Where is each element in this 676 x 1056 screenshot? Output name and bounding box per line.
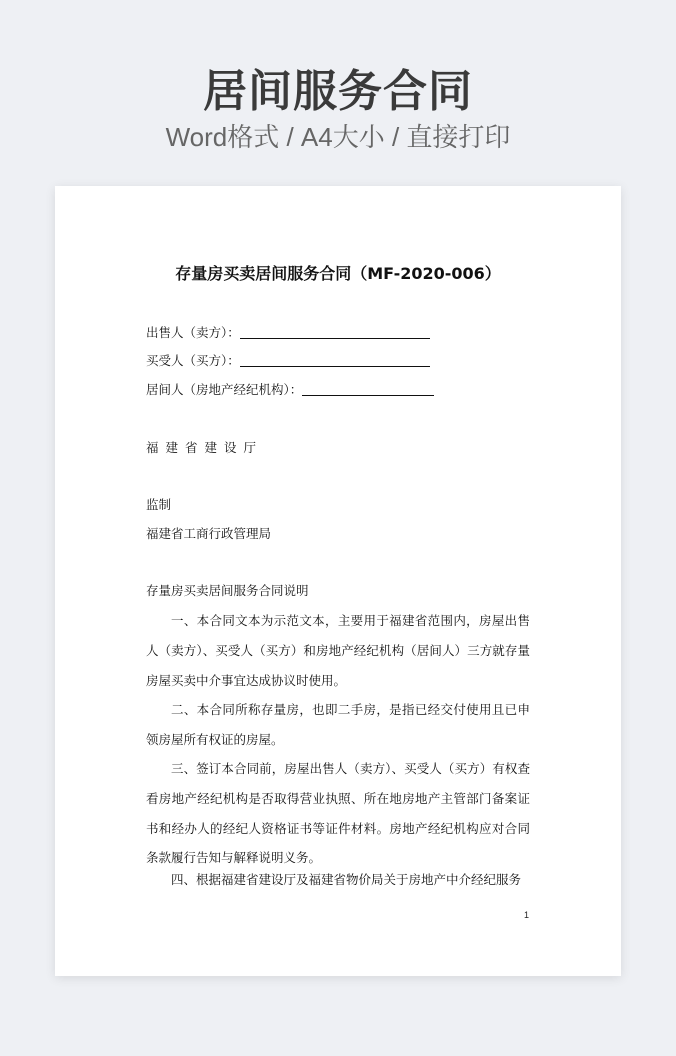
supervision-label: 监制 [146, 497, 172, 512]
seller-line [146, 323, 430, 343]
supervisor: 福建省工商行政管理局 [146, 526, 272, 541]
banner-subtitle: Word格式 / A4大小 / 直接打印 [165, 122, 511, 152]
paragraph-4: 四、根据福建省建设厅及福建省物价局关于房地产中介经纪服务 [171, 872, 522, 887]
document-title: 存量房买卖居间服务合同（MF-2020-006） [175, 264, 501, 283]
seller-blank [240, 324, 430, 339]
page-number: 1 [523, 910, 529, 920]
issuer: 福建省建设厅 [146, 440, 264, 455]
document-page [55, 186, 621, 976]
paragraph-3: 三、签订本合同前，房屋出售人（卖方）、买受人（买方）有权查看房地产经纪机构是否取得营业执照、所在地房地产主管部门备案证书和经办人的经纪人资格证书等证件材料。房地产经纪机构应对合同条款履行告知与解释说明义务。 [146, 761, 530, 866]
broker-label: 居间人（房地产经纪机构）： [146, 382, 303, 397]
buyer-line [146, 351, 430, 371]
paragraph-1: 一、本合同文本为示范文本，主要用于福建省范围内，房屋出售人（卖方）、买受人（买方）和房地产经纪机构（居间人）三方就存量房屋买卖中介事宜达成协议时使用。 [146, 613, 530, 688]
buyer-blank [240, 352, 430, 367]
buyer-label: 买受人（买方）： [146, 353, 240, 368]
broker-line [146, 380, 434, 400]
seller-label: 出售人（卖方）： [146, 325, 240, 340]
banner-title: 居间服务合同 [203, 66, 473, 117]
paragraph-2: 二、本合同所称存量房，也即二手房，是指已经交付使用且已申领房屋所有权证的房屋。 [146, 702, 530, 747]
broker-blank [302, 381, 434, 396]
notes-heading: 存量房买卖居间服务合同说明 [146, 583, 309, 598]
